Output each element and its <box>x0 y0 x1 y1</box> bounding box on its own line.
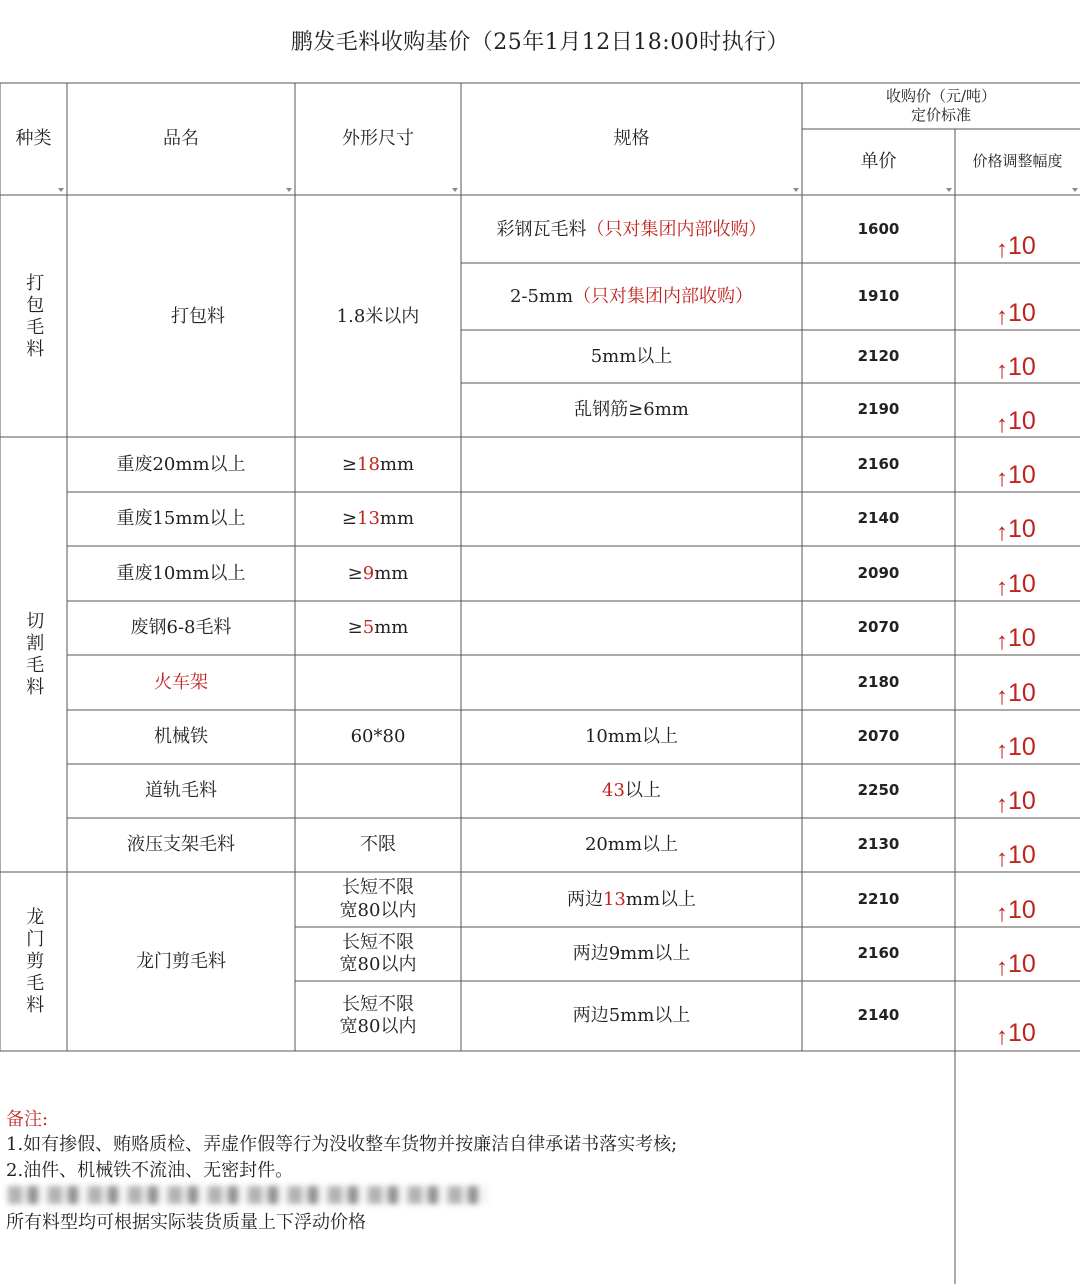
price-cell: 2160 <box>857 944 900 963</box>
size-line: 宽80以内 <box>339 954 417 975</box>
notes-line-3: 所有料型均可根据实际装货质量上下浮动价格 <box>6 1212 366 1233</box>
adjust-value: 10 <box>1008 407 1036 435</box>
adjust-value: 10 <box>1008 570 1036 598</box>
arrow-up-icon: ↑ <box>996 1023 1008 1050</box>
filter-dropdown-icon[interactable] <box>58 188 64 192</box>
adjust-cell <box>996 461 1036 490</box>
cut-spec-6: 10mm以上 <box>584 726 679 748</box>
filter-dropdown-icon[interactable] <box>1072 188 1078 192</box>
price-cell: 1910 <box>857 286 900 305</box>
spec-note: （只对集团内部收购） <box>586 218 767 240</box>
adjust-cell <box>996 353 1036 382</box>
cut-size-2 <box>295 492 461 546</box>
baled-name: 打包料 <box>171 305 225 327</box>
spec-text: 2-5mm <box>509 285 574 307</box>
adjust-value: 10 <box>1008 461 1036 489</box>
adjust-cell <box>996 515 1036 544</box>
baled-spec-2 <box>461 263 802 330</box>
adjust-cell <box>996 299 1036 328</box>
header-price-group-line2: 定价标准 <box>910 106 971 124</box>
size-prefix: ≥ <box>347 617 363 639</box>
spec-text: 以上 <box>624 780 661 802</box>
price-cell: 2180 <box>857 672 900 691</box>
filter-dropdown-icon[interactable] <box>452 188 458 192</box>
size-number: 13 <box>357 508 380 530</box>
cut-spec-7 <box>461 764 802 818</box>
spec-number: 5 <box>608 1005 621 1027</box>
adjust-value: 10 <box>1008 787 1036 815</box>
cut-name-3: 重废10mm以上 <box>116 562 246 584</box>
price-cell: 2130 <box>857 835 900 854</box>
spec-suffix: mm以上 <box>620 943 691 965</box>
adjust-value: 10 <box>1008 299 1036 327</box>
size-number: 5 <box>362 617 375 639</box>
cut-name-1: 重废20mm以上 <box>116 453 246 475</box>
adjust-cell <box>996 787 1036 816</box>
cut-name-7: 道轨毛料 <box>145 780 217 802</box>
arrow-up-icon: ↑ <box>996 845 1008 872</box>
header-price-group <box>802 83 1080 129</box>
category-cut: 切割毛料 <box>23 610 45 699</box>
size-line: 宽80以内 <box>339 899 417 921</box>
filter-dropdown-icon[interactable] <box>286 188 292 192</box>
adjust-cell <box>996 232 1036 261</box>
price-cell: 2120 <box>857 346 900 365</box>
gantry-size-2 <box>295 927 461 981</box>
arrow-up-icon: ↑ <box>996 574 1008 601</box>
cut-spec-8: 20mm以上 <box>584 834 679 856</box>
adjust-value: 10 <box>1008 1019 1036 1047</box>
adjust-cell <box>996 679 1036 708</box>
spec-prefix: 两边 <box>572 943 609 965</box>
adjust-value: 10 <box>1008 515 1036 543</box>
header-size: 外形尺寸 <box>342 128 414 150</box>
size-prefix: ≥ <box>347 562 363 584</box>
notes-label: 备注: <box>6 1109 49 1130</box>
category-baled: 打包毛料 <box>23 272 45 361</box>
header-adjust: 价格调整幅度 <box>972 152 1063 171</box>
header-category: 种类 <box>15 128 52 150</box>
size-number: 9 <box>362 562 375 584</box>
arrow-up-icon: ↑ <box>996 236 1008 263</box>
cut-size-4 <box>295 601 461 655</box>
arrow-up-icon: ↑ <box>996 303 1008 330</box>
spec-number: 13 <box>602 888 626 910</box>
adjust-value: 10 <box>1008 950 1036 978</box>
size-line: 长短不限 <box>342 877 414 898</box>
arrow-up-icon: ↑ <box>996 465 1008 492</box>
price-cell: 2070 <box>857 727 900 746</box>
cut-name-4: 废钢6-8毛料 <box>130 617 232 639</box>
size-prefix: ≥ <box>341 453 358 475</box>
price-cell: 2250 <box>857 781 900 800</box>
price-cell: 2210 <box>857 889 900 908</box>
cut-size-6: 60*80 <box>350 726 406 748</box>
gantry-spec-2 <box>461 927 802 981</box>
arrow-up-icon: ↑ <box>996 628 1008 655</box>
size-line: 宽80以内 <box>339 1016 417 1037</box>
adjust-cell <box>996 896 1036 925</box>
arrow-up-icon: ↑ <box>996 791 1008 818</box>
size-prefix: ≥ <box>341 508 358 530</box>
adjust-value: 10 <box>1008 896 1036 924</box>
arrow-up-icon: ↑ <box>996 357 1008 384</box>
spec-suffix: mm以上 <box>625 888 697 910</box>
price-cell: 2140 <box>857 509 900 528</box>
adjust-cell <box>996 733 1036 762</box>
baled-spec-1 <box>461 196 802 263</box>
price-cell: 1600 <box>857 219 900 238</box>
gantry-name: 龙门剪毛料 <box>136 950 226 972</box>
price-cell: 2090 <box>857 563 900 582</box>
gantry-size-3 <box>295 981 461 1051</box>
cut-name-2: 重废15mm以上 <box>116 508 246 530</box>
adjust-value: 10 <box>1008 733 1036 761</box>
adjust-cell <box>996 841 1036 870</box>
arrow-up-icon: ↑ <box>996 683 1008 710</box>
filter-dropdown-icon[interactable] <box>946 188 952 192</box>
adjust-cell <box>996 407 1036 436</box>
spec-suffix: mm以上 <box>620 1005 691 1027</box>
spec-number: 43 <box>602 780 625 802</box>
adjust-cell <box>996 570 1036 599</box>
spec-number: 9 <box>608 943 621 965</box>
redacted-text <box>8 1186 488 1204</box>
size-number: 18 <box>357 453 380 475</box>
adjust-value: 10 <box>1008 353 1036 381</box>
size-line: 长短不限 <box>342 931 414 953</box>
size-line: 长短不限 <box>342 993 414 1015</box>
adjust-cell <box>996 1019 1036 1048</box>
notes-line-2: 2.油件、机械铁不流油、无密封件。 <box>6 1160 294 1181</box>
price-cell: 2140 <box>857 1006 900 1025</box>
cut-size-8: 不限 <box>360 834 396 856</box>
cut-size-3 <box>295 546 461 601</box>
size-unit: mm <box>374 562 409 584</box>
adjust-value: 10 <box>1008 624 1036 652</box>
arrow-up-icon: ↑ <box>996 737 1008 764</box>
gantry-size-1 <box>295 872 461 927</box>
arrow-up-icon: ↑ <box>996 411 1008 438</box>
header-name: 品名 <box>163 128 199 150</box>
baled-size: 1.8米以内 <box>336 305 420 327</box>
arrow-up-icon: ↑ <box>996 954 1008 981</box>
notes-line-1: 1.如有掺假、贿赂质检、弄虚作假等行为没收整车货物并按廉洁自律承诺书落实考核; <box>6 1134 678 1155</box>
adjust-value: 10 <box>1008 679 1036 707</box>
gantry-spec-1 <box>461 872 802 927</box>
category-gantry: 龙门剪毛料 <box>23 906 45 1017</box>
spec-note: （只对集团内部收购） <box>573 285 754 307</box>
spec-prefix: 两边 <box>572 1005 609 1027</box>
header-spec: 规格 <box>613 128 650 150</box>
adjust-value: 10 <box>1008 841 1036 869</box>
size-unit: mm <box>379 508 415 530</box>
arrow-up-icon: ↑ <box>996 519 1008 546</box>
adjust-cell <box>996 950 1036 979</box>
price-cell: 2160 <box>857 454 900 473</box>
cut-name-5: 火车架 <box>154 671 208 693</box>
size-unit: mm <box>374 617 409 639</box>
page-title: 鹏发毛料收购基价（25年1月12日18:00时执行） <box>290 30 790 55</box>
price-cell: 2070 <box>857 618 900 637</box>
cut-size-1 <box>295 437 461 492</box>
gantry-spec-3 <box>461 981 802 1051</box>
filter-dropdown-icon[interactable] <box>793 188 799 192</box>
header-unit-price: 单价 <box>860 151 897 173</box>
adjust-value: 10 <box>1008 232 1036 260</box>
price-cell: 2190 <box>857 400 900 419</box>
spec-prefix: 两边 <box>566 888 603 910</box>
cut-name-8: 液压支架毛料 <box>127 834 235 856</box>
header-price-group-line1: 收购价（元/吨） <box>885 86 997 105</box>
baled-spec-4: 乱钢筋≥6mm <box>574 399 689 421</box>
arrow-up-icon: ↑ <box>996 900 1008 927</box>
adjust-cell <box>996 624 1036 653</box>
size-unit: mm <box>379 453 415 475</box>
spec-text: 彩钢瓦毛料 <box>496 218 587 240</box>
baled-spec-3: 5mm以上 <box>590 345 673 367</box>
cut-name-6: 机械铁 <box>154 726 208 748</box>
